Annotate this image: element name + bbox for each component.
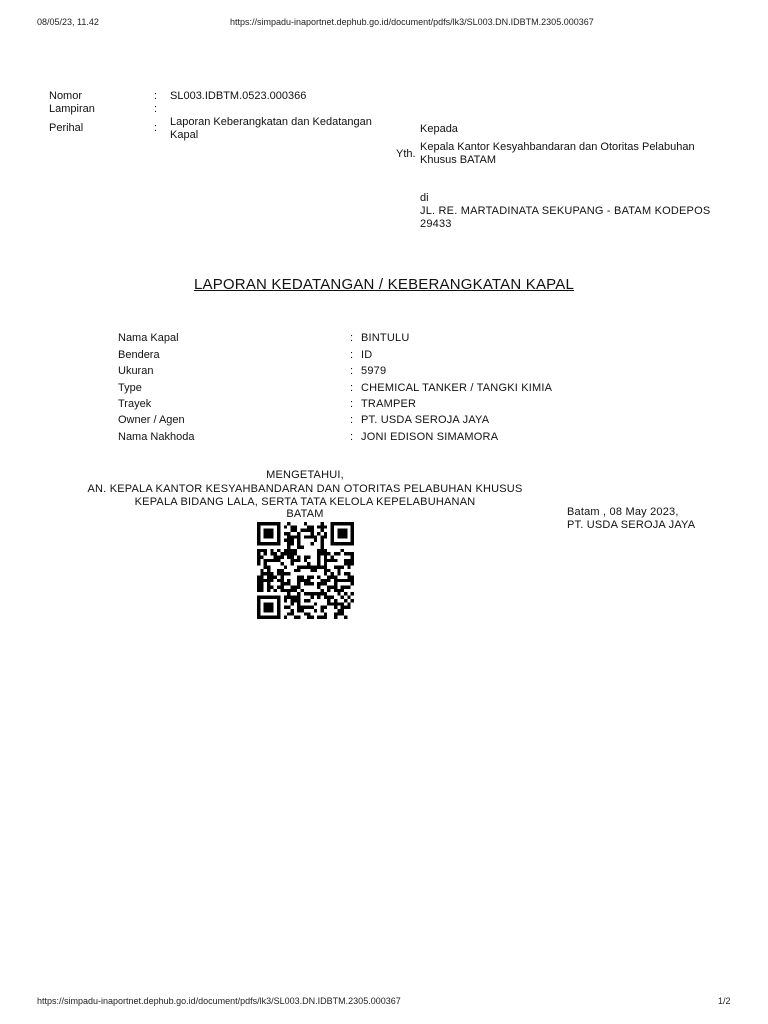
perihal-value: Laporan Keberangkatan dan Kedatangan Kapal	[170, 116, 372, 141]
position-label: KEPALA BIDANG LALA, SERTA TATA KELOLA KEPELABUHANAN	[134, 496, 476, 508]
mengetahui-label: MENGETAHUI,	[266, 469, 344, 481]
field-value-type: CHEMICAL TANKER / TANGKI KIMIA	[361, 382, 553, 394]
field-colon: :	[350, 349, 354, 361]
lampiran-colon: :	[154, 103, 158, 115]
recipient-address: JL. RE. MARTADINATA SEKUPANG - BATAM KODEPOS 29433	[420, 205, 711, 230]
field-value-nama-kapal: BINTULU	[361, 332, 410, 344]
field-label-type: Type	[118, 382, 142, 394]
yth-label: Yth.	[396, 148, 416, 160]
nomor-colon: :	[154, 90, 158, 102]
signature-date: Batam , 08 May 2023,	[567, 506, 679, 518]
report-title: LAPORAN KEDATANGAN / KEBERANGKATAN KAPAL	[193, 276, 575, 293]
field-value-trayek: TRAMPER	[361, 398, 417, 410]
field-value-nakhoda: JONI EDISON SIMAMORA	[361, 431, 499, 443]
perihal-colon: :	[154, 122, 158, 134]
city-label: BATAM	[286, 508, 324, 520]
kepada-label: Kepada	[420, 123, 458, 135]
field-label-ukuran: Ukuran	[118, 365, 154, 377]
print-url-header: https://simpadu-inaportnet.dephub.go.id/document/pdfs/lk3/SL003.DN.IDBTM.2305.000367	[230, 17, 594, 27]
qr-code-icon	[257, 522, 354, 619]
lampiran-label: Lampiran	[49, 103, 95, 115]
field-value-ukuran: 5979	[361, 365, 387, 377]
signature-company: PT. USDA SEROJA JAYA	[567, 519, 696, 531]
field-colon: :	[350, 365, 354, 377]
field-colon: :	[350, 431, 354, 443]
field-value-bendera: ID	[361, 349, 373, 361]
page-number: 1/2	[718, 996, 731, 1006]
di-label: di	[420, 192, 429, 204]
field-label-owner: Owner / Agen	[118, 414, 185, 426]
field-colon: :	[350, 414, 354, 426]
field-colon: :	[350, 332, 354, 344]
on-behalf-label: AN. KEPALA KANTOR KESYAHBANDARAN DAN OTORITAS PELABUHAN KHUSUS	[87, 483, 523, 495]
nomor-label: Nomor	[49, 90, 83, 102]
recipient-name: Kepala Kantor Kesyahbandaran dan Otoritas Pelabuhan Khusus BATAM	[420, 141, 695, 166]
field-label-trayek: Trayek	[118, 398, 152, 410]
field-value-owner: PT. USDA SEROJA JAYA	[361, 414, 490, 426]
field-label-nama-kapal: Nama Kapal	[118, 332, 179, 344]
perihal-label: Perihal	[49, 122, 84, 134]
field-colon: :	[350, 398, 354, 410]
field-colon: :	[350, 382, 354, 394]
nomor-value: SL003.IDBTM.0523.000366	[170, 90, 307, 102]
field-label-bendera: Bendera	[118, 349, 160, 361]
field-label-nakhoda: Nama Nakhoda	[118, 431, 195, 443]
print-url-footer: https://simpadu-inaportnet.dephub.go.id/document/pdfs/lk3/SL003.DN.IDBTM.2305.000367	[37, 996, 401, 1006]
print-timestamp: 08/05/23, 11.42	[37, 17, 99, 27]
